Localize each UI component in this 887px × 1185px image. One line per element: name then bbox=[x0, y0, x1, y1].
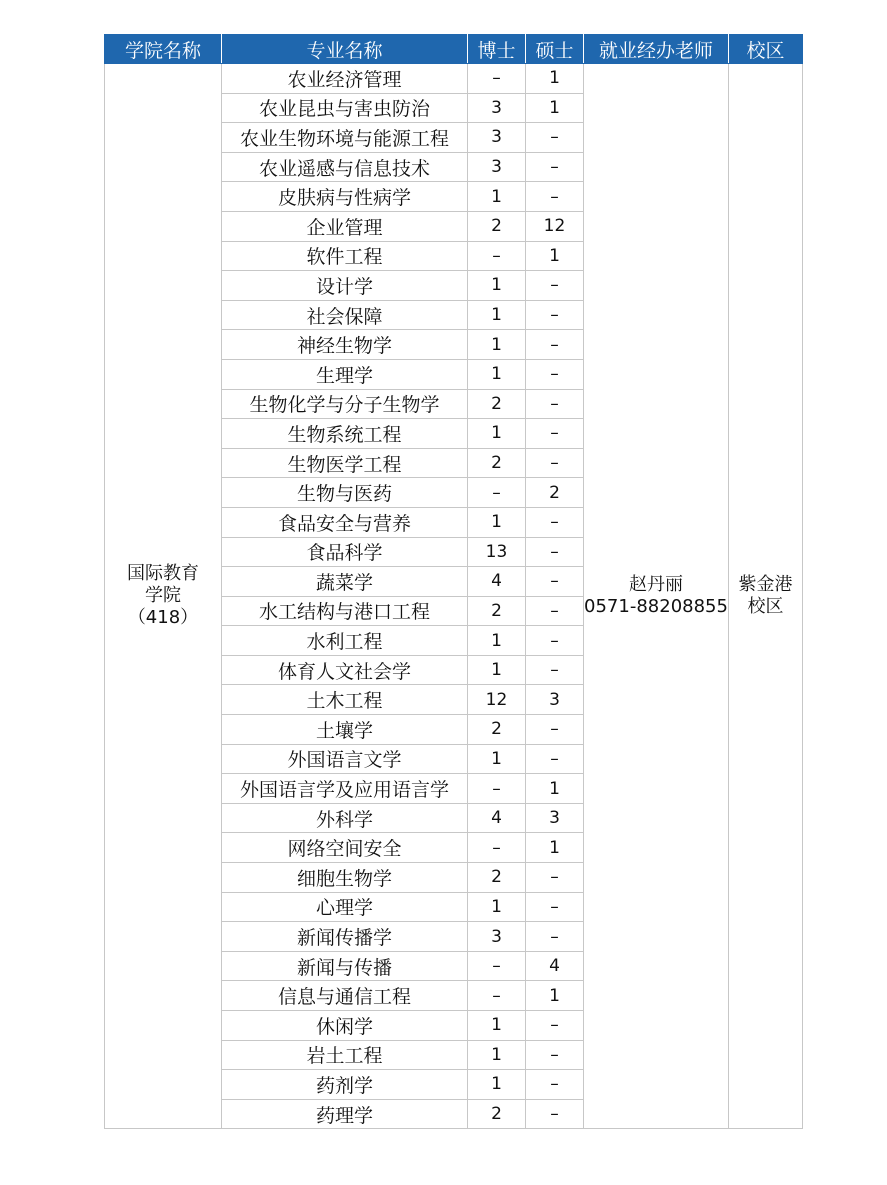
master-count-cell: – bbox=[526, 567, 584, 597]
master-count-cell: – bbox=[526, 507, 584, 537]
major-cell: 农业遥感与信息技术 bbox=[222, 152, 468, 182]
major-cell: 农业生物环境与能源工程 bbox=[222, 123, 468, 153]
major-cell: 外国语言文学 bbox=[222, 744, 468, 774]
campus-line1: 紫金港 bbox=[738, 574, 793, 596]
master-count-cell: – bbox=[526, 596, 584, 626]
college-line2: 学院 bbox=[145, 585, 181, 607]
major-cell: 生物化学与分子生物学 bbox=[222, 389, 468, 419]
phd-count-cell: 3 bbox=[468, 152, 526, 182]
master-count-cell: – bbox=[526, 182, 584, 212]
master-count-cell: – bbox=[526, 1099, 584, 1129]
master-count-cell: – bbox=[526, 389, 584, 419]
phd-count-cell: 2 bbox=[468, 389, 526, 419]
phd-count-cell: 4 bbox=[468, 803, 526, 833]
major-cell: 岩土工程 bbox=[222, 1040, 468, 1070]
phd-count-cell: 1 bbox=[468, 330, 526, 360]
teacher-cell bbox=[584, 64, 729, 1129]
master-count-cell: – bbox=[526, 744, 584, 774]
phd-count-cell: 13 bbox=[468, 537, 526, 567]
phd-count-cell: 1 bbox=[468, 300, 526, 330]
major-cell: 细胞生物学 bbox=[222, 863, 468, 893]
major-cell: 生物与医药 bbox=[222, 478, 468, 508]
header-row bbox=[105, 35, 803, 64]
phd-count-cell: 1 bbox=[468, 359, 526, 389]
phd-count-cell: 2 bbox=[468, 863, 526, 893]
major-cell: 生物医学工程 bbox=[222, 448, 468, 478]
master-count-cell: – bbox=[526, 448, 584, 478]
header-campus: 校区 bbox=[729, 35, 803, 64]
major-cell: 生理学 bbox=[222, 359, 468, 389]
major-cell: 神经生物学 bbox=[222, 330, 468, 360]
major-cell: 蔬菜学 bbox=[222, 567, 468, 597]
major-cell: 药剂学 bbox=[222, 1070, 468, 1100]
major-cell: 外科学 bbox=[222, 803, 468, 833]
major-cell: 心理学 bbox=[222, 892, 468, 922]
master-count-cell: 2 bbox=[526, 478, 584, 508]
major-cell: 软件工程 bbox=[222, 241, 468, 271]
major-cell: 土木工程 bbox=[222, 685, 468, 715]
campus-line2: 校区 bbox=[747, 596, 784, 618]
teacher-phone: 0571-88208855 bbox=[584, 596, 728, 618]
table-header bbox=[105, 35, 803, 64]
phd-count-cell: – bbox=[468, 833, 526, 863]
phd-count-cell: 3 bbox=[468, 922, 526, 952]
master-count-cell: – bbox=[526, 537, 584, 567]
phd-count-cell: – bbox=[468, 774, 526, 804]
master-count-cell: – bbox=[526, 892, 584, 922]
phd-count-cell: 1 bbox=[468, 1040, 526, 1070]
major-cell: 农业昆虫与害虫防治 bbox=[222, 93, 468, 123]
phd-count-cell: – bbox=[468, 64, 526, 94]
master-count-cell: – bbox=[526, 359, 584, 389]
master-count-cell: 1 bbox=[526, 64, 584, 94]
header-major: 专业名称 bbox=[222, 35, 468, 64]
master-count-cell: 3 bbox=[526, 803, 584, 833]
major-cell: 皮肤病与性病学 bbox=[222, 182, 468, 212]
major-cell: 休闲学 bbox=[222, 1011, 468, 1041]
major-cell: 社会保障 bbox=[222, 300, 468, 330]
master-count-cell: – bbox=[526, 1070, 584, 1100]
phd-count-cell: 1 bbox=[468, 744, 526, 774]
phd-count-cell: – bbox=[468, 981, 526, 1011]
master-count-cell: – bbox=[526, 300, 584, 330]
phd-count-cell: 2 bbox=[468, 211, 526, 241]
phd-count-cell: 3 bbox=[468, 123, 526, 153]
major-cell: 食品科学 bbox=[222, 537, 468, 567]
master-count-cell: – bbox=[526, 1040, 584, 1070]
major-cell: 体育人文社会学 bbox=[222, 655, 468, 685]
master-count-cell: – bbox=[526, 152, 584, 182]
master-count-cell: – bbox=[526, 715, 584, 745]
major-cell: 药理学 bbox=[222, 1099, 468, 1129]
phd-count-cell: 1 bbox=[468, 1011, 526, 1041]
major-cell: 生物系统工程 bbox=[222, 419, 468, 449]
table-row bbox=[105, 64, 803, 94]
master-count-cell: 1 bbox=[526, 241, 584, 271]
master-count-cell: – bbox=[526, 626, 584, 656]
phd-count-cell: 1 bbox=[468, 507, 526, 537]
phd-count-cell: 1 bbox=[468, 892, 526, 922]
master-count-cell: 1 bbox=[526, 833, 584, 863]
master-count-cell: – bbox=[526, 330, 584, 360]
campus-cell bbox=[729, 64, 803, 1129]
master-count-cell: – bbox=[526, 271, 584, 301]
phd-count-cell: 1 bbox=[468, 182, 526, 212]
header-teacher: 就业经办老师 bbox=[584, 35, 729, 64]
master-count-cell: 1 bbox=[526, 774, 584, 804]
employment-table-container bbox=[104, 34, 802, 1129]
master-count-cell: 4 bbox=[526, 951, 584, 981]
college-cell bbox=[105, 64, 222, 1129]
master-count-cell: – bbox=[526, 1011, 584, 1041]
master-count-cell: 12 bbox=[526, 211, 584, 241]
master-count-cell: – bbox=[526, 123, 584, 153]
phd-count-cell: 2 bbox=[468, 715, 526, 745]
header-college: 学院名称 bbox=[105, 35, 222, 64]
master-count-cell: 1 bbox=[526, 981, 584, 1011]
phd-count-cell: 2 bbox=[468, 448, 526, 478]
major-cell: 信息与通信工程 bbox=[222, 981, 468, 1011]
major-cell: 新闻与传播 bbox=[222, 951, 468, 981]
teacher-name: 赵丹丽 bbox=[629, 574, 683, 596]
major-cell: 农业经济管理 bbox=[222, 64, 468, 94]
phd-count-cell: 1 bbox=[468, 271, 526, 301]
phd-count-cell: 2 bbox=[468, 596, 526, 626]
major-cell: 土壤学 bbox=[222, 715, 468, 745]
phd-count-cell: 1 bbox=[468, 655, 526, 685]
major-cell: 水工结构与港口工程 bbox=[222, 596, 468, 626]
major-cell: 新闻传播学 bbox=[222, 922, 468, 952]
master-count-cell: – bbox=[526, 419, 584, 449]
header-master: 硕士 bbox=[526, 35, 584, 64]
phd-count-cell: 1 bbox=[468, 419, 526, 449]
master-count-cell: 3 bbox=[526, 685, 584, 715]
major-cell: 食品安全与营养 bbox=[222, 507, 468, 537]
major-cell: 设计学 bbox=[222, 271, 468, 301]
phd-count-cell: 3 bbox=[468, 93, 526, 123]
major-cell: 企业管理 bbox=[222, 211, 468, 241]
phd-count-cell: 1 bbox=[468, 626, 526, 656]
master-count-cell: – bbox=[526, 655, 584, 685]
header-phd: 博士 bbox=[468, 35, 526, 64]
college-count: （418） bbox=[127, 607, 199, 629]
master-count-cell: – bbox=[526, 863, 584, 893]
phd-count-cell: – bbox=[468, 951, 526, 981]
phd-count-cell: 12 bbox=[468, 685, 526, 715]
employment-table bbox=[104, 34, 803, 1129]
phd-count-cell: 4 bbox=[468, 567, 526, 597]
phd-count-cell: 1 bbox=[468, 1070, 526, 1100]
phd-count-cell: – bbox=[468, 478, 526, 508]
master-count-cell: – bbox=[526, 922, 584, 952]
phd-count-cell: 2 bbox=[468, 1099, 526, 1129]
table-body bbox=[105, 64, 803, 1129]
master-count-cell: 1 bbox=[526, 93, 584, 123]
major-cell: 外国语言学及应用语言学 bbox=[222, 774, 468, 804]
phd-count-cell: – bbox=[468, 241, 526, 271]
major-cell: 网络空间安全 bbox=[222, 833, 468, 863]
college-line1: 国际教育 bbox=[127, 563, 199, 585]
major-cell: 水利工程 bbox=[222, 626, 468, 656]
